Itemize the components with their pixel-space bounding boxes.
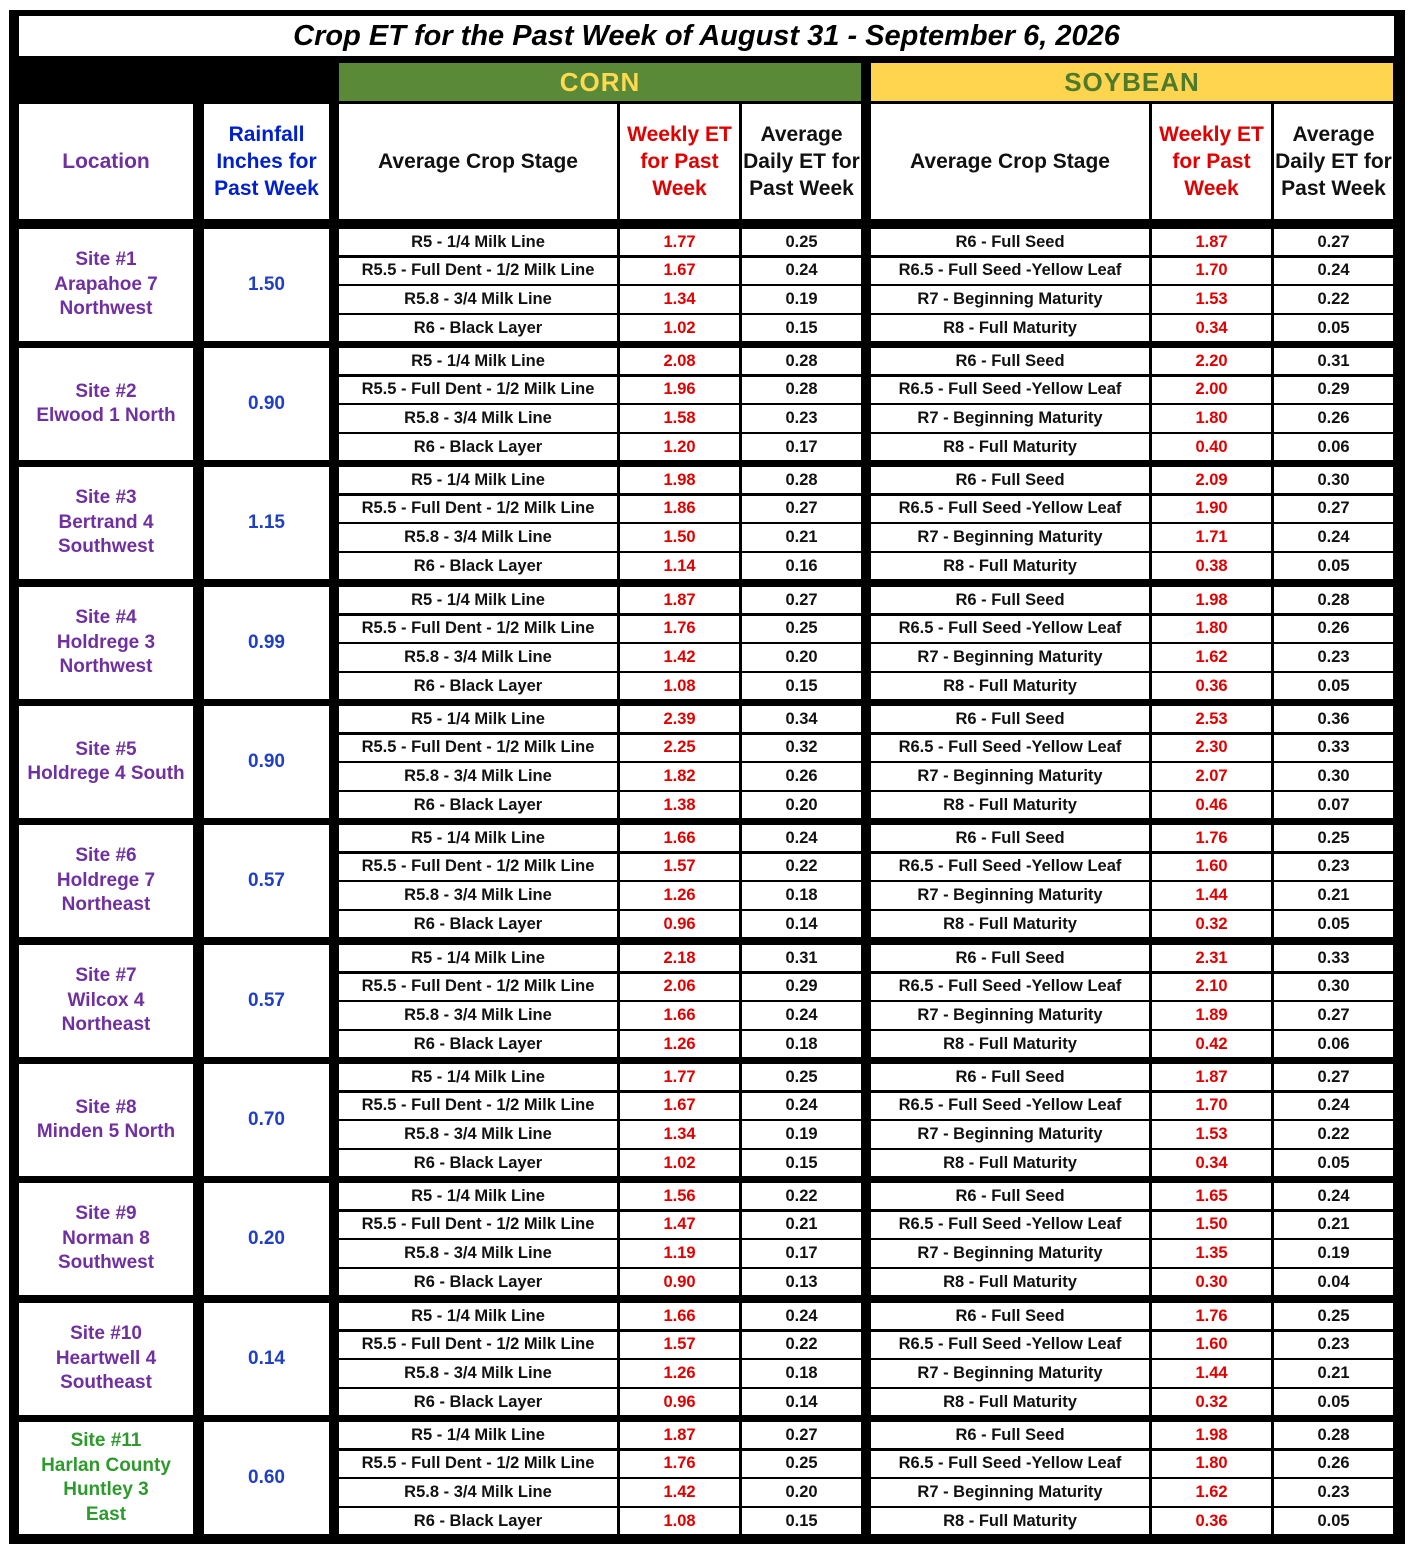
corn-weekly-cell: 2.25	[620, 735, 739, 761]
soy-weekly-cell: 2.20	[1152, 348, 1271, 374]
soy-weekly-cell: 0.36	[1152, 1508, 1271, 1534]
corn-stage-cell: R5.8 - 3/4 Milk Line	[339, 763, 617, 789]
site-rainfall-10: 0.14	[204, 1303, 329, 1415]
corn-daily-cell: 0.15	[742, 1508, 861, 1534]
corn-stage-cell: R5 - 1/4 Milk Line	[339, 706, 617, 732]
corn-weekly-cell: 2.08	[620, 348, 739, 374]
soy-daily-cell: 0.05	[1274, 1389, 1393, 1415]
soy-daily-cell: 0.27	[1274, 1002, 1393, 1028]
corn-stage-cell: R5.5 - Full Dent - 1/2 Milk Line	[339, 1212, 617, 1238]
soy-weekly-cell: 0.32	[1152, 911, 1271, 937]
soy-daily-cell: 0.05	[1274, 315, 1393, 341]
corn-daily-cell: 0.26	[742, 763, 861, 789]
site-location-7: Site #7 Wilcox 4 Northeast	[19, 945, 193, 1057]
corn-daily-cell: 0.18	[742, 1031, 861, 1057]
soy-weekly-cell: 1.89	[1152, 1002, 1271, 1028]
site-location-4: Site #4 Holdrege 3 Northwest	[19, 587, 193, 699]
corn-daily-cell: 0.24	[742, 1303, 861, 1329]
soy-daily-cell: 0.05	[1274, 1150, 1393, 1176]
soy-stage-cell: R7 - Beginning Maturity	[871, 1121, 1149, 1147]
corn-stage-cell: R5.8 - 3/4 Milk Line	[339, 1240, 617, 1266]
soy-daily-cell: 0.33	[1274, 945, 1393, 971]
corn-weekly-cell: 1.77	[620, 1064, 739, 1090]
corn-stage-cell: R6 - Black Layer	[339, 673, 617, 699]
corn-weekly-cell: 1.96	[620, 377, 739, 403]
soy-stage-cell: R8 - Full Maturity	[871, 1150, 1149, 1176]
corn-weekly-cell: 1.50	[620, 524, 739, 550]
corn-weekly-cell: 1.77	[620, 229, 739, 255]
corn-daily-cell: 0.24	[742, 825, 861, 851]
corn-weekly-cell: 1.26	[620, 1031, 739, 1057]
corn-daily-cell: 0.17	[742, 1240, 861, 1266]
corn-weekly-cell: 0.96	[620, 911, 739, 937]
corn-daily-cell: 0.15	[742, 673, 861, 699]
soy-weekly-cell: 1.50	[1152, 1212, 1271, 1238]
soy-stage-cell: R7 - Beginning Maturity	[871, 644, 1149, 670]
soy-daily-cell: 0.24	[1274, 258, 1393, 284]
soy-weekly-cell: 1.98	[1152, 587, 1271, 613]
corn-stage-cell: R5 - 1/4 Milk Line	[339, 467, 617, 493]
soy-stage-cell: R8 - Full Maturity	[871, 553, 1149, 579]
soy-stage-cell: R6 - Full Seed	[871, 229, 1149, 255]
corn-stage-cell: R5.8 - 3/4 Milk Line	[339, 1360, 617, 1386]
corn-daily-cell: 0.27	[742, 496, 861, 522]
corn-stage-cell: R6 - Black Layer	[339, 1150, 617, 1176]
corn-weekly-cell: 1.58	[620, 405, 739, 431]
soy-daily-cell: 0.04	[1274, 1269, 1393, 1295]
soy-stage-cell: R6 - Full Seed	[871, 1064, 1149, 1090]
corn-stage-cell: R5.8 - 3/4 Milk Line	[339, 286, 617, 312]
soy-daily-cell: 0.22	[1274, 1121, 1393, 1147]
site-location-3: Site #3 Bertrand 4 Southwest	[19, 467, 193, 579]
page-title: Crop ET for the Past Week of August 31 - September 6, 2026	[19, 16, 1394, 56]
corn-weekly-cell: 0.96	[620, 1389, 739, 1415]
corn-weekly-cell: 1.34	[620, 286, 739, 312]
soy-daily-cell: 0.28	[1274, 1422, 1393, 1448]
soy-weekly-cell: 1.35	[1152, 1240, 1271, 1266]
soy-stage-cell: R6.5 - Full Seed -Yellow Leaf	[871, 616, 1149, 642]
corn-daily-cell: 0.20	[742, 792, 861, 818]
corn-weekly-cell: 1.67	[620, 258, 739, 284]
soy-weekly-cell: 1.65	[1152, 1183, 1271, 1209]
corn-daily-cell: 0.22	[742, 1332, 861, 1358]
corn-weekly-cell: 1.08	[620, 673, 739, 699]
corn-stage-cell: R6 - Black Layer	[339, 1389, 617, 1415]
corn-stage-cell: R5.8 - 3/4 Milk Line	[339, 1121, 617, 1147]
soy-weekly-cell: 1.60	[1152, 1332, 1271, 1358]
corn-weekly-cell: 1.57	[620, 854, 739, 880]
corn-weekly-cell: 1.20	[620, 434, 739, 460]
corn-stage-cell: R5.5 - Full Dent - 1/2 Milk Line	[339, 1451, 617, 1477]
soy-stage-cell: R8 - Full Maturity	[871, 792, 1149, 818]
corn-daily-cell: 0.27	[742, 1422, 861, 1448]
corn-weekly-cell: 1.66	[620, 825, 739, 851]
site-location-10: Site #10 Heartwell 4 Southeast	[19, 1303, 193, 1415]
soy-stage-cell: R7 - Beginning Maturity	[871, 1240, 1149, 1266]
corn-weekly-cell: 1.02	[620, 315, 739, 341]
soy-weekly-cell: 2.07	[1152, 763, 1271, 789]
corn-weekly-cell: 1.76	[620, 616, 739, 642]
corn-weekly-cell: 1.08	[620, 1508, 739, 1534]
header-location: Location	[19, 104, 193, 219]
corn-stage-cell: R5.5 - Full Dent - 1/2 Milk Line	[339, 258, 617, 284]
soy-stage-cell: R6.5 - Full Seed -Yellow Leaf	[871, 1332, 1149, 1358]
corn-weekly-cell: 1.26	[620, 1360, 739, 1386]
soy-stage-cell: R6.5 - Full Seed -Yellow Leaf	[871, 735, 1149, 761]
soy-weekly-cell: 0.34	[1152, 315, 1271, 341]
corn-weekly-cell: 1.66	[620, 1303, 739, 1329]
corn-daily-cell: 0.22	[742, 854, 861, 880]
corn-stage-cell: R6 - Black Layer	[339, 1031, 617, 1057]
corn-stage-cell: R5.8 - 3/4 Milk Line	[339, 1002, 617, 1028]
header-corn-daily-et: Average Daily ET for Past Week	[742, 104, 861, 219]
soy-daily-cell: 0.26	[1274, 405, 1393, 431]
soy-daily-cell: 0.23	[1274, 1479, 1393, 1505]
soy-weekly-cell: 1.76	[1152, 1303, 1271, 1329]
corn-stage-cell: R6 - Black Layer	[339, 553, 617, 579]
soy-daily-cell: 0.30	[1274, 763, 1393, 789]
soy-weekly-cell: 0.36	[1152, 673, 1271, 699]
soy-daily-cell: 0.25	[1274, 1303, 1393, 1329]
soy-weekly-cell: 1.80	[1152, 1451, 1271, 1477]
soy-weekly-cell: 1.60	[1152, 854, 1271, 880]
corn-daily-cell: 0.18	[742, 882, 861, 908]
soy-daily-cell: 0.23	[1274, 644, 1393, 670]
corn-group-header: CORN	[339, 63, 861, 101]
soy-stage-cell: R8 - Full Maturity	[871, 1389, 1149, 1415]
soy-weekly-cell: 1.62	[1152, 644, 1271, 670]
corn-daily-cell: 0.18	[742, 1360, 861, 1386]
soy-daily-cell: 0.21	[1274, 1360, 1393, 1386]
corn-stage-cell: R6 - Black Layer	[339, 911, 617, 937]
corn-daily-cell: 0.19	[742, 1121, 861, 1147]
corn-daily-cell: 0.25	[742, 616, 861, 642]
soy-stage-cell: R6 - Full Seed	[871, 348, 1149, 374]
corn-weekly-cell: 1.26	[620, 882, 739, 908]
corn-stage-cell: R5 - 1/4 Milk Line	[339, 825, 617, 851]
site-rainfall-5: 0.90	[204, 706, 329, 818]
corn-daily-cell: 0.23	[742, 405, 861, 431]
header-soy-daily-et: Average Daily ET for Past Week	[1274, 104, 1393, 219]
corn-stage-cell: R5 - 1/4 Milk Line	[339, 1064, 617, 1090]
soy-stage-cell: R8 - Full Maturity	[871, 1031, 1149, 1057]
corn-stage-cell: R6 - Black Layer	[339, 1269, 617, 1295]
corn-stage-cell: R5 - 1/4 Milk Line	[339, 1303, 617, 1329]
site-location-11: Site #11 Harlan County Huntley 3 East	[19, 1422, 193, 1534]
corn-daily-cell: 0.28	[742, 377, 861, 403]
soy-daily-cell: 0.05	[1274, 911, 1393, 937]
corn-daily-cell: 0.29	[742, 974, 861, 1000]
soy-daily-cell: 0.29	[1274, 377, 1393, 403]
soy-weekly-cell: 0.30	[1152, 1269, 1271, 1295]
soy-daily-cell: 0.28	[1274, 587, 1393, 613]
corn-stage-cell: R5 - 1/4 Milk Line	[339, 1422, 617, 1448]
soy-daily-cell: 0.30	[1274, 467, 1393, 493]
corn-weekly-cell: 1.19	[620, 1240, 739, 1266]
corn-weekly-cell: 1.56	[620, 1183, 739, 1209]
soy-weekly-cell: 0.42	[1152, 1031, 1271, 1057]
soy-weekly-cell: 1.44	[1152, 882, 1271, 908]
corn-weekly-cell: 1.47	[620, 1212, 739, 1238]
corn-daily-cell: 0.19	[742, 286, 861, 312]
soy-daily-cell: 0.06	[1274, 1031, 1393, 1057]
soy-stage-cell: R6 - Full Seed	[871, 467, 1149, 493]
corn-stage-cell: R5 - 1/4 Milk Line	[339, 229, 617, 255]
corn-weekly-cell: 1.14	[620, 553, 739, 579]
site-rainfall-8: 0.70	[204, 1064, 329, 1176]
corn-weekly-cell: 1.86	[620, 496, 739, 522]
soy-stage-cell: R6.5 - Full Seed -Yellow Leaf	[871, 1451, 1149, 1477]
corn-daily-cell: 0.31	[742, 945, 861, 971]
corn-weekly-cell: 1.66	[620, 1002, 739, 1028]
corn-stage-cell: R6 - Black Layer	[339, 315, 617, 341]
corn-daily-cell: 0.22	[742, 1183, 861, 1209]
corn-daily-cell: 0.24	[742, 1002, 861, 1028]
corn-stage-cell: R6 - Black Layer	[339, 792, 617, 818]
soy-stage-cell: R7 - Beginning Maturity	[871, 882, 1149, 908]
corn-daily-cell: 0.20	[742, 1479, 861, 1505]
corn-weekly-cell: 2.39	[620, 706, 739, 732]
corn-stage-cell: R5.5 - Full Dent - 1/2 Milk Line	[339, 496, 617, 522]
site-rainfall-2: 0.90	[204, 348, 329, 460]
header-rainfall: Rainfall Inches for Past Week	[204, 104, 329, 219]
corn-weekly-cell: 1.87	[620, 1422, 739, 1448]
soy-weekly-cell: 1.53	[1152, 1121, 1271, 1147]
soy-stage-cell: R6.5 - Full Seed -Yellow Leaf	[871, 854, 1149, 880]
corn-stage-cell: R5 - 1/4 Milk Line	[339, 348, 617, 374]
corn-daily-cell: 0.21	[742, 1212, 861, 1238]
soy-weekly-cell: 1.62	[1152, 1479, 1271, 1505]
soy-stage-cell: R8 - Full Maturity	[871, 1508, 1149, 1534]
corn-stage-cell: R5 - 1/4 Milk Line	[339, 945, 617, 971]
corn-weekly-cell: 2.18	[620, 945, 739, 971]
header-corn-weekly-et: Weekly ET for Past Week	[620, 104, 739, 219]
soy-daily-cell: 0.27	[1274, 496, 1393, 522]
site-location-1: Site #1 Arapahoe 7 Northwest	[19, 229, 193, 341]
corn-stage-cell: R5.8 - 3/4 Milk Line	[339, 524, 617, 550]
soy-daily-cell: 0.05	[1274, 1508, 1393, 1534]
corn-stage-cell: R5.8 - 3/4 Milk Line	[339, 1479, 617, 1505]
corn-stage-cell: R5.5 - Full Dent - 1/2 Milk Line	[339, 377, 617, 403]
soy-weekly-cell: 2.00	[1152, 377, 1271, 403]
soy-weekly-cell: 1.53	[1152, 286, 1271, 312]
soy-stage-cell: R6 - Full Seed	[871, 706, 1149, 732]
soy-daily-cell: 0.21	[1274, 1212, 1393, 1238]
soy-weekly-cell: 1.87	[1152, 229, 1271, 255]
corn-daily-cell: 0.16	[742, 553, 861, 579]
header-soy-weekly-et: Weekly ET for Past Week	[1152, 104, 1271, 219]
corn-daily-cell: 0.25	[742, 1451, 861, 1477]
corn-stage-cell: R5 - 1/4 Milk Line	[339, 587, 617, 613]
soy-stage-cell: R8 - Full Maturity	[871, 434, 1149, 460]
site-rainfall-3: 1.15	[204, 467, 329, 579]
soy-weekly-cell: 2.09	[1152, 467, 1271, 493]
corn-weekly-cell: 1.87	[620, 587, 739, 613]
corn-stage-cell: R5.5 - Full Dent - 1/2 Milk Line	[339, 735, 617, 761]
soy-weekly-cell: 1.90	[1152, 496, 1271, 522]
soy-stage-cell: R7 - Beginning Maturity	[871, 763, 1149, 789]
corn-daily-cell: 0.32	[742, 735, 861, 761]
soy-daily-cell: 0.24	[1274, 524, 1393, 550]
soy-weekly-cell: 0.38	[1152, 553, 1271, 579]
soy-weekly-cell: 1.70	[1152, 1093, 1271, 1119]
soy-stage-cell: R6 - Full Seed	[871, 1422, 1149, 1448]
soy-daily-cell: 0.23	[1274, 1332, 1393, 1358]
soy-daily-cell: 0.22	[1274, 286, 1393, 312]
corn-daily-cell: 0.25	[742, 1064, 861, 1090]
soy-daily-cell: 0.21	[1274, 882, 1393, 908]
soy-stage-cell: R6.5 - Full Seed -Yellow Leaf	[871, 258, 1149, 284]
corn-stage-cell: R5.5 - Full Dent - 1/2 Milk Line	[339, 1093, 617, 1119]
soy-weekly-cell: 1.71	[1152, 524, 1271, 550]
site-location-9: Site #9 Norman 8 Southwest	[19, 1183, 193, 1295]
soy-daily-cell: 0.06	[1274, 434, 1393, 460]
corn-stage-cell: R5.5 - Full Dent - 1/2 Milk Line	[339, 616, 617, 642]
corn-weekly-cell: 1.38	[620, 792, 739, 818]
corn-stage-cell: R5 - 1/4 Milk Line	[339, 1183, 617, 1209]
corn-daily-cell: 0.24	[742, 1093, 861, 1119]
soy-weekly-cell: 1.70	[1152, 258, 1271, 284]
soy-daily-cell: 0.31	[1274, 348, 1393, 374]
soy-weekly-cell: 2.30	[1152, 735, 1271, 761]
soy-stage-cell: R7 - Beginning Maturity	[871, 1360, 1149, 1386]
corn-weekly-cell: 1.34	[620, 1121, 739, 1147]
corn-weekly-cell: 1.82	[620, 763, 739, 789]
soy-stage-cell: R7 - Beginning Maturity	[871, 1002, 1149, 1028]
soy-weekly-cell: 2.31	[1152, 945, 1271, 971]
soy-daily-cell: 0.24	[1274, 1093, 1393, 1119]
site-rainfall-4: 0.99	[204, 587, 329, 699]
soy-stage-cell: R6 - Full Seed	[871, 1183, 1149, 1209]
corn-daily-cell: 0.25	[742, 229, 861, 255]
site-rainfall-1: 1.50	[204, 229, 329, 341]
soy-weekly-cell: 1.80	[1152, 616, 1271, 642]
site-rainfall-6: 0.57	[204, 825, 329, 937]
corn-weekly-cell: 1.42	[620, 1479, 739, 1505]
soy-weekly-cell: 1.44	[1152, 1360, 1271, 1386]
soy-daily-cell: 0.23	[1274, 854, 1393, 880]
soy-weekly-cell: 1.76	[1152, 825, 1271, 851]
site-rainfall-7: 0.57	[204, 945, 329, 1057]
corn-daily-cell: 0.24	[742, 258, 861, 284]
corn-stage-cell: R5.8 - 3/4 Milk Line	[339, 644, 617, 670]
header-soy-stage: Average Crop Stage	[871, 104, 1149, 219]
corn-stage-cell: R6 - Black Layer	[339, 1508, 617, 1534]
corn-weekly-cell: 1.02	[620, 1150, 739, 1176]
corn-weekly-cell: 1.57	[620, 1332, 739, 1358]
soy-stage-cell: R6 - Full Seed	[871, 587, 1149, 613]
soy-weekly-cell: 1.80	[1152, 405, 1271, 431]
corn-daily-cell: 0.20	[742, 644, 861, 670]
corn-stage-cell: R5.5 - Full Dent - 1/2 Milk Line	[339, 854, 617, 880]
corn-weekly-cell: 1.67	[620, 1093, 739, 1119]
corn-daily-cell: 0.28	[742, 467, 861, 493]
soy-stage-cell: R8 - Full Maturity	[871, 673, 1149, 699]
soy-weekly-cell: 1.87	[1152, 1064, 1271, 1090]
corn-daily-cell: 0.14	[742, 1389, 861, 1415]
soy-weekly-cell: 0.32	[1152, 1389, 1271, 1415]
soy-daily-cell: 0.26	[1274, 616, 1393, 642]
soy-daily-cell: 0.19	[1274, 1240, 1393, 1266]
corn-daily-cell: 0.27	[742, 587, 861, 613]
corn-daily-cell: 0.28	[742, 348, 861, 374]
soy-weekly-cell: 0.46	[1152, 792, 1271, 818]
soy-stage-cell: R6 - Full Seed	[871, 945, 1149, 971]
corn-weekly-cell: 0.90	[620, 1269, 739, 1295]
soy-stage-cell: R6.5 - Full Seed -Yellow Leaf	[871, 496, 1149, 522]
soy-daily-cell: 0.07	[1274, 792, 1393, 818]
soy-daily-cell: 0.30	[1274, 974, 1393, 1000]
soy-stage-cell: R7 - Beginning Maturity	[871, 405, 1149, 431]
soy-stage-cell: R7 - Beginning Maturity	[871, 1479, 1149, 1505]
corn-stage-cell: R5.8 - 3/4 Milk Line	[339, 882, 617, 908]
soy-stage-cell: R6.5 - Full Seed -Yellow Leaf	[871, 377, 1149, 403]
site-rainfall-11: 0.60	[204, 1422, 329, 1534]
header-corn-stage: Average Crop Stage	[339, 104, 617, 219]
soybean-group-header: SOYBEAN	[871, 63, 1393, 101]
corn-stage-cell: R5.5 - Full Dent - 1/2 Milk Line	[339, 1332, 617, 1358]
soy-daily-cell: 0.05	[1274, 673, 1393, 699]
soy-daily-cell: 0.26	[1274, 1451, 1393, 1477]
soy-daily-cell: 0.24	[1274, 1183, 1393, 1209]
corn-weekly-cell: 1.42	[620, 644, 739, 670]
soy-stage-cell: R6.5 - Full Seed -Yellow Leaf	[871, 1093, 1149, 1119]
soy-stage-cell: R6 - Full Seed	[871, 1303, 1149, 1329]
corn-daily-cell: 0.15	[742, 315, 861, 341]
site-location-5: Site #5 Holdrege 4 South	[19, 706, 193, 818]
soy-stage-cell: R6.5 - Full Seed -Yellow Leaf	[871, 974, 1149, 1000]
corn-daily-cell: 0.17	[742, 434, 861, 460]
soy-daily-cell: 0.25	[1274, 825, 1393, 851]
corn-weekly-cell: 1.76	[620, 1451, 739, 1477]
soy-weekly-cell: 2.10	[1152, 974, 1271, 1000]
soy-stage-cell: R8 - Full Maturity	[871, 1269, 1149, 1295]
soy-daily-cell: 0.27	[1274, 1064, 1393, 1090]
soy-weekly-cell: 0.34	[1152, 1150, 1271, 1176]
corn-stage-cell: R5.8 - 3/4 Milk Line	[339, 405, 617, 431]
soy-daily-cell: 0.27	[1274, 229, 1393, 255]
site-location-6: Site #6 Holdrege 7 Northeast	[19, 825, 193, 937]
corn-stage-cell: R5.5 - Full Dent - 1/2 Milk Line	[339, 974, 617, 1000]
soy-daily-cell: 0.36	[1274, 706, 1393, 732]
site-rainfall-9: 0.20	[204, 1183, 329, 1295]
soy-daily-cell: 0.05	[1274, 553, 1393, 579]
site-location-8: Site #8 Minden 5 North	[19, 1064, 193, 1176]
soy-daily-cell: 0.33	[1274, 735, 1393, 761]
corn-daily-cell: 0.15	[742, 1150, 861, 1176]
soy-stage-cell: R6 - Full Seed	[871, 825, 1149, 851]
soy-stage-cell: R6.5 - Full Seed -Yellow Leaf	[871, 1212, 1149, 1238]
corn-daily-cell: 0.34	[742, 706, 861, 732]
corn-daily-cell: 0.21	[742, 524, 861, 550]
corn-daily-cell: 0.13	[742, 1269, 861, 1295]
soy-stage-cell: R7 - Beginning Maturity	[871, 286, 1149, 312]
soy-weekly-cell: 2.53	[1152, 706, 1271, 732]
soy-stage-cell: R8 - Full Maturity	[871, 911, 1149, 937]
soy-weekly-cell: 1.98	[1152, 1422, 1271, 1448]
corn-weekly-cell: 2.06	[620, 974, 739, 1000]
soy-weekly-cell: 0.40	[1152, 434, 1271, 460]
soy-stage-cell: R8 - Full Maturity	[871, 315, 1149, 341]
corn-daily-cell: 0.14	[742, 911, 861, 937]
site-location-2: Site #2 Elwood 1 North	[19, 348, 193, 460]
soy-stage-cell: R7 - Beginning Maturity	[871, 524, 1149, 550]
corn-weekly-cell: 1.98	[620, 467, 739, 493]
corn-stage-cell: R6 - Black Layer	[339, 434, 617, 460]
